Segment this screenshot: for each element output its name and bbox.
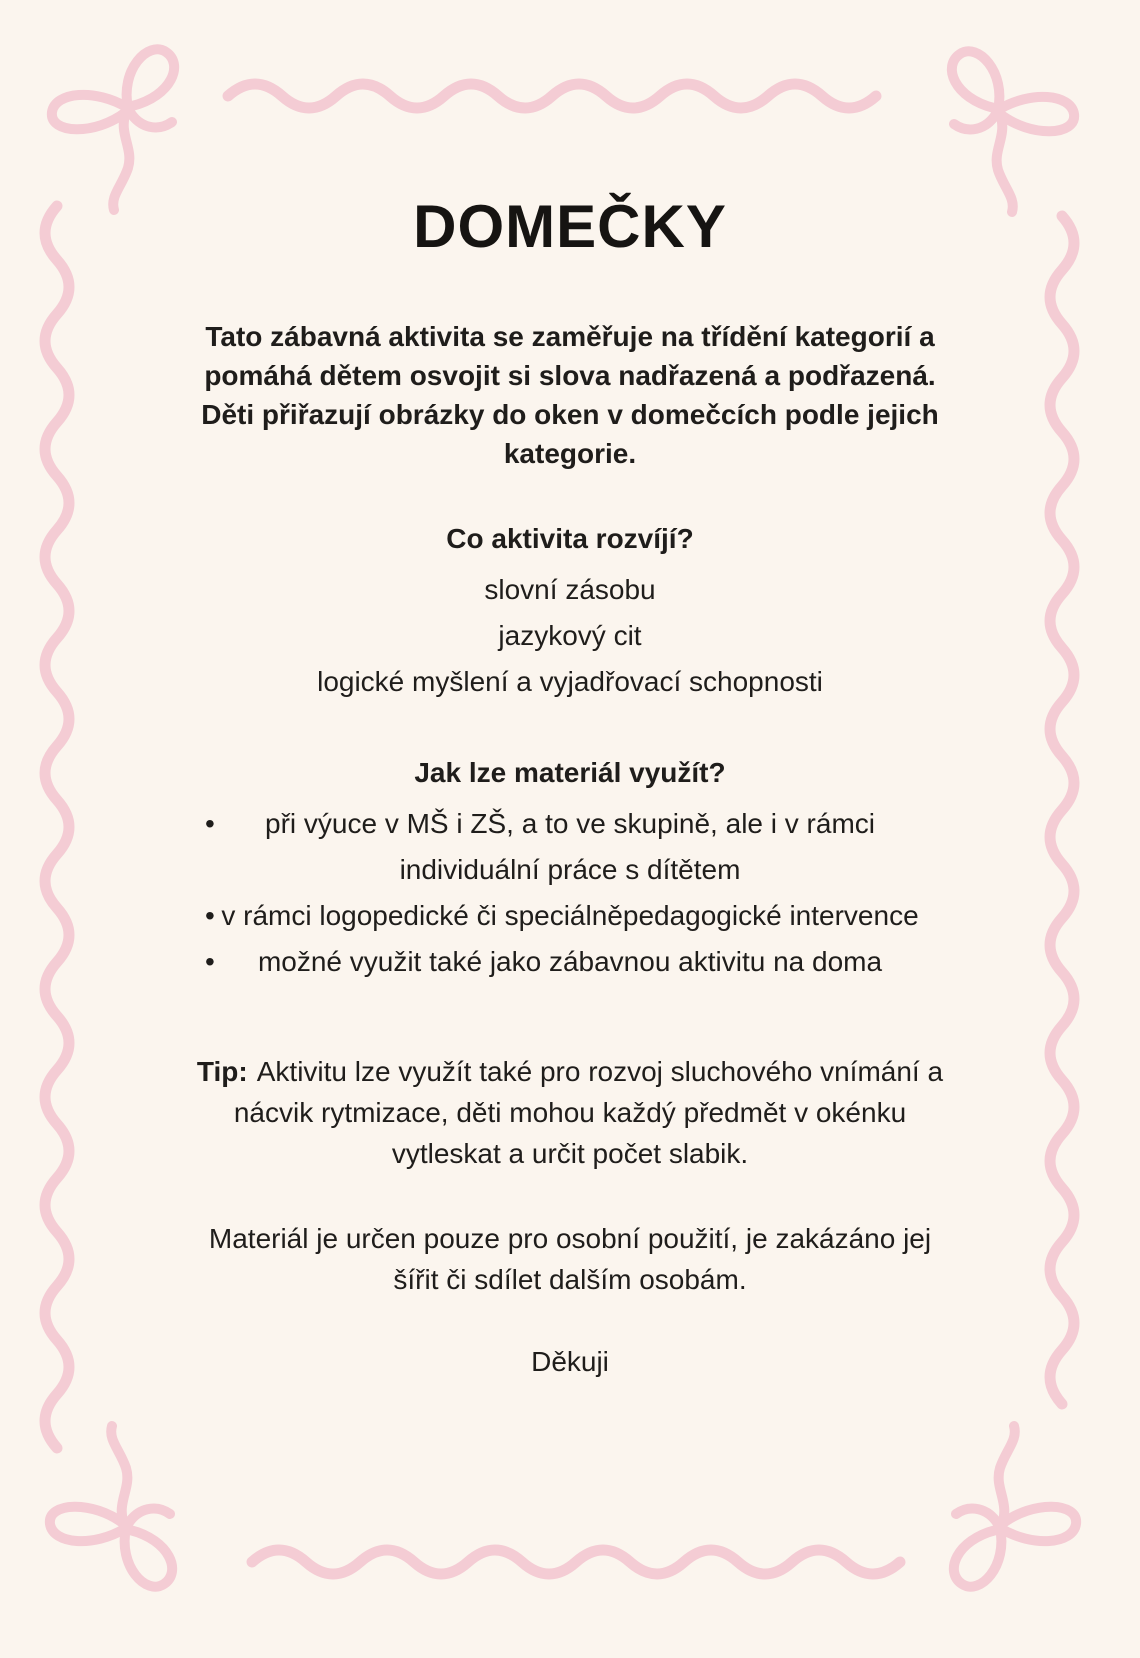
thanks-text: Děkuji <box>531 1346 609 1377</box>
notice-line: Materiál je určen pouze pro osobní použití, je zakázáno jej <box>208 1223 932 1254</box>
develops-heading: Co aktivita rozvíjí? <box>446 523 694 554</box>
intro-paragraph <box>0 317 1140 473</box>
develops-item: logické myšlení a vyjadřovací schopnosti <box>317 666 823 697</box>
section-develops <box>0 523 1140 705</box>
bullet-icon: • <box>205 900 215 931</box>
intro-line: pomáhá dětem osvojit si slova nadřazená a podřazená. <box>204 360 936 391</box>
intro-line: kategorie. <box>503 438 637 469</box>
list-item <box>0 893 1140 939</box>
list-item-line: možné využit také jako zábavnou aktivitu na doma <box>257 946 883 977</box>
tip-paragraph <box>0 1051 1140 1174</box>
intro-line: Děti přiřazují obrázky do oken v domečcích podle jejich <box>201 399 939 430</box>
usage-list <box>0 801 1140 985</box>
tip-line: vytleskat a určit počet slabik. <box>391 1138 749 1169</box>
page-title: DOMEČKY <box>413 193 727 260</box>
bullet-icon: • <box>205 946 215 977</box>
list-item-line: při výuce v MŠ i ZŠ, a to ve skupině, ale i v rámci <box>265 808 875 839</box>
list-item <box>0 801 1140 893</box>
develops-item: jazykový cit <box>498 620 642 651</box>
list-item-line: individuální práce s dítětem <box>399 854 741 885</box>
tip-label: Tip: <box>196 1056 248 1087</box>
develops-item: slovní zásobu <box>484 574 656 605</box>
intro-line: Tato zábavná aktivita se zaměřuje na třídění kategorií a <box>205 321 935 352</box>
list-item-line: v rámci logopedické či speciálněpedagogické intervence <box>221 900 919 931</box>
tip-line-text: Aktivitu lze využít také pro rozvoj sluchového vnímání a <box>256 1056 944 1087</box>
bullet-icon: • <box>205 808 215 839</box>
tip-line: nácvik rytmizace, děti mohou každý předmět v okénku <box>233 1097 907 1128</box>
notice-line: šířit či sdílet dalším osobám. <box>393 1264 747 1295</box>
section-usage <box>0 757 1140 985</box>
list-item <box>0 939 1140 985</box>
usage-heading: Jak lze materiál využít? <box>414 757 726 788</box>
license-notice <box>0 1218 1140 1300</box>
tip-line <box>0 1051 1140 1092</box>
